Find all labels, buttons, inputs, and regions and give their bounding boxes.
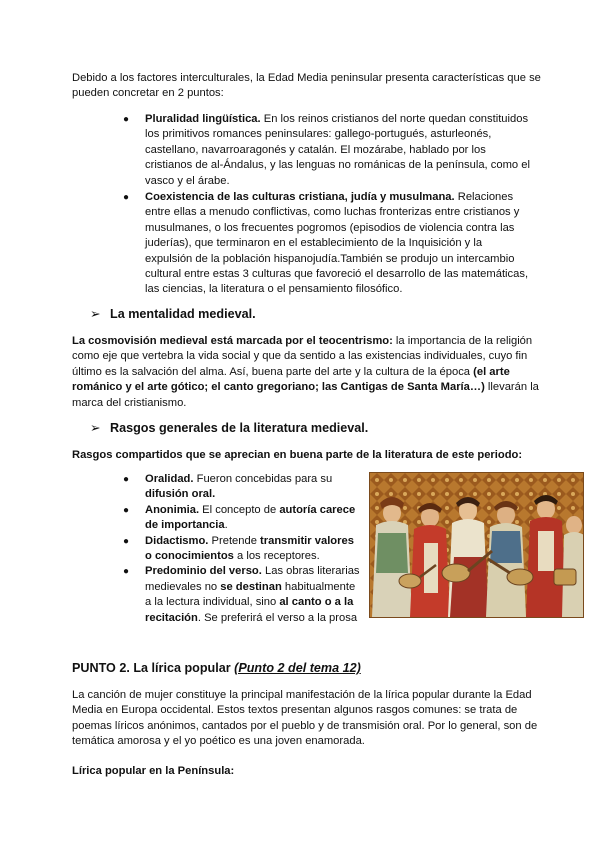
lead-text: La cosmovisión medieval está marcada por el teocentrismo:: [72, 335, 393, 347]
cosmovision-paragraph: [72, 334, 542, 411]
arrow-bullet-icon: ➢: [90, 421, 101, 435]
section-heading-rasgos: [90, 420, 368, 436]
bullet-icon: ●: [123, 566, 130, 578]
item-title: Predominio del verso.: [145, 565, 262, 578]
bold-text: (el arte románico y el arte gótico; el canto gregoriano; las Cantigas de Santa María…): [72, 365, 510, 394]
punto-2-heading: [72, 660, 361, 676]
list-item: [123, 503, 360, 534]
list-item: [123, 472, 360, 503]
item-bold: autoría carece de importancia: [145, 503, 356, 532]
bullet-icon: ●: [123, 192, 130, 204]
item-text: Las obras literarias medievales no: [145, 565, 360, 593]
tema-reference: (Punto 2 del tema 12): [234, 661, 361, 675]
bullet-icon: ●: [123, 114, 130, 125]
section-heading-mentalidad: [90, 306, 256, 322]
item-bold: se destinan: [220, 580, 282, 593]
item-title: Didactismo.: [145, 534, 209, 547]
item-text: El concepto de: [199, 503, 280, 516]
item-text: . Se preferirá el verso a la prosa: [197, 611, 358, 624]
heading-text: Rasgos generales de la literatura medieval.: [110, 421, 369, 435]
item-bold: difusión oral.: [145, 488, 216, 501]
list-item: [123, 190, 530, 298]
item-text: .: [224, 519, 228, 532]
list-item: [123, 112, 530, 189]
factores-list: [123, 112, 530, 299]
bullet-icon: ●: [123, 474, 130, 485]
item-title: Oralidad.: [145, 473, 194, 485]
bullet-icon: ●: [123, 504, 130, 516]
illustration-svg: [370, 473, 583, 617]
bullet-icon: ●: [123, 535, 130, 547]
cancion-paragraph: La canción de mujer constituye la principal manifestación de la lírica popular durante la Edad Media en Europa occidental. Estos textos presentan algunos rasgos comunes: se trata de poemas líricos anónimos, cantados por el pueblo y de transmisión oral. Por lo general, son de temática amorosa y el yo poético es una joven enamorada.: [72, 689, 538, 748]
item-text: habitualmente a la lectura individual, sino: [145, 580, 356, 609]
rasgos-list: [123, 472, 360, 626]
body-text: la importancia de la religión como eje que vertebra la vida social y que da sentido a las existencias individuales, cuyo fin último es la salvación del alma. Así, buena parte del arte y la cultura de la época: [72, 335, 533, 378]
item-title: Coexistencia de las culturas cristiana, judía y musulmana.: [145, 191, 455, 204]
item-title: Pluralidad lingüística.: [145, 113, 261, 125]
heading-text: PUNTO 2. La lírica popular: [72, 661, 235, 675]
item-title: Anonimia.: [145, 503, 200, 516]
list-item: [123, 534, 360, 565]
body-text: llevarán la marca del cristianismo.: [72, 381, 539, 409]
rasgos-subheading: Rasgos compartidos que se aprecian en buena parte de la literatura de este periodo:: [72, 449, 523, 461]
item-text: En los reinos cristianos del norte quedan constituidos los primitivos romances peninsulares: gallego-portugués, asturleonés, castellano, navarroaragonés y catalán. El mozárabe, hablado por los cristianos de al-Ándalus, y las lenguas no románicas de la península, como el vasco y el árabe.: [145, 113, 530, 187]
heading-text: La mentalidad medieval.: [110, 307, 256, 321]
arrow-bullet-icon: ➢: [90, 307, 101, 321]
item-text: Relaciones entre ellas a menudo conflictivas, como luchas fronterizas entre cristianos y musulmanes, o los frecuentes pogromos (episodios de violencia contra las juderías), que terminaron en el establecimiento de la Inquisición y la expulsión de la población hispanojudía.También se produjo un intercambio cultural entre estas 3 culturas que favoreció el desarrollo de las matemáticas, las ciencias, la literatura o el pensamiento filosófico.: [145, 191, 529, 296]
medieval-musicians-illustration: [369, 472, 584, 618]
list-item: [123, 564, 360, 626]
item-bold: al canto o a la recitación: [145, 596, 354, 624]
item-bold: transmitir valores o conocimientos: [145, 534, 354, 563]
item-text: Pretende: [208, 534, 261, 547]
intro-paragraph: Debido a los factores interculturales, la Edad Media peninsular presenta características que se pueden concretar en 2 puntos:: [72, 72, 541, 100]
lirica-peninsula-heading: Lírica popular en la Península:: [72, 765, 235, 777]
item-text: a los receptores.: [233, 550, 320, 563]
item-text: Fueron concebidas para su: [193, 473, 333, 485]
